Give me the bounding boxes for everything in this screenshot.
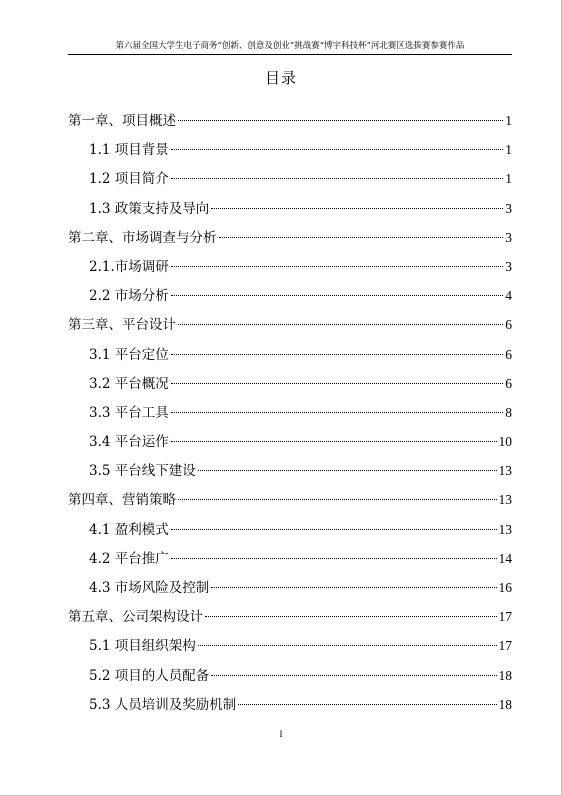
toc-dot-leader <box>171 383 503 384</box>
toc-dot-leader <box>171 354 503 355</box>
toc-chapter-entry[interactable] <box>68 602 512 631</box>
toc-entry-label: 1.3 政策支持及导向 <box>89 200 210 217</box>
toc-entry-label: 5.1 项目组织架构 <box>89 638 196 655</box>
toc-section-entry[interactable] <box>68 135 512 164</box>
toc-dot-leader <box>219 237 504 238</box>
toc-section-entry[interactable] <box>68 340 512 369</box>
toc-section-entry[interactable] <box>68 456 512 485</box>
toc-title: 目录 <box>264 69 297 87</box>
toc-entry-label: 3.4 平台运作 <box>89 434 169 451</box>
footer-page-number: I <box>279 729 283 739</box>
toc-dot-leader <box>205 616 497 617</box>
toc-entry-page-number: 3 <box>505 200 512 216</box>
toc-dot-leader <box>171 149 503 150</box>
toc-entry-page-number: 6 <box>505 317 512 333</box>
toc-section-entry[interactable] <box>68 194 512 223</box>
toc-entry-page-number: 17 <box>498 638 512 654</box>
toc-dot-leader <box>171 266 503 267</box>
toc-entry-page-number: 13 <box>498 492 512 508</box>
toc-dot-leader <box>171 412 503 413</box>
toc-section-entry[interactable] <box>68 631 512 660</box>
toc-dot-leader <box>198 645 497 646</box>
toc-entry-page-number: 3 <box>505 229 512 245</box>
toc-chapter-entry[interactable] <box>68 223 512 252</box>
toc-entry-page-number: 1 <box>505 113 512 128</box>
toc-entry-page-number: 13 <box>498 463 512 479</box>
toc-entry-page-number: 4 <box>505 288 512 304</box>
toc-section-entry[interactable] <box>68 252 512 281</box>
toc-dot-leader <box>211 587 496 588</box>
toc-section-entry[interactable] <box>68 690 512 719</box>
toc-dot-leader <box>178 324 503 325</box>
toc-dot-leader <box>211 675 496 676</box>
toc-entry-page-number: 13 <box>498 521 512 537</box>
toc-entry-label: 第一章、项目概述 <box>68 113 176 129</box>
toc-entry-page-number: 8 <box>505 404 512 420</box>
toc-entry-label: 2.2 市场分析 <box>89 288 169 305</box>
toc-section-entry[interactable] <box>68 164 512 193</box>
toc-dot-leader <box>198 470 497 471</box>
toc-entry-page-number: 6 <box>505 375 512 391</box>
toc-entry-page-number: 18 <box>498 696 512 712</box>
toc-section-entry[interactable] <box>68 398 512 427</box>
toc-entry-label: 第五章、公司架构设计 <box>68 609 203 626</box>
toc-dot-leader <box>238 704 496 705</box>
toc-section-entry[interactable] <box>68 544 512 573</box>
toc-chapter-entry[interactable] <box>68 310 512 339</box>
toc-chapter-entry[interactable] <box>68 485 512 514</box>
toc-entry-label: 5.3 人员培训及奖励机制 <box>89 696 237 713</box>
toc-entry-page-number: 3 <box>505 258 512 274</box>
running-header: 第六届全国大学生电子商务“创新、创意及创业”挑战赛“博宇科技杯”河北赛区选拔赛参赛作品 <box>68 40 512 55</box>
toc-entry-label: 第二章、市场调查与分析 <box>68 229 217 246</box>
toc-entry-label: 4.1 盈利模式 <box>89 521 169 538</box>
toc-entry-page-number: 14 <box>498 550 512 566</box>
toc-section-entry[interactable] <box>68 281 512 310</box>
toc-entry-label: 5.2 项目的人员配备 <box>89 667 210 684</box>
toc-dot-leader <box>171 529 497 530</box>
toc-entry-label: 4.3 市场风险及控制 <box>89 580 210 596</box>
toc-entry-page-number: 18 <box>498 667 512 683</box>
toc-entry-page-number: 6 <box>505 346 512 362</box>
toc-chapter-entry[interactable] <box>68 106 512 135</box>
toc-entry-label: 1.2 项目简介 <box>89 171 169 188</box>
toc-section-entry[interactable] <box>68 573 512 602</box>
toc-entry-label: 4.2 平台推广 <box>89 550 169 567</box>
toc-entry-label: 3.2 平台概况 <box>89 375 169 392</box>
toc-dot-leader <box>171 178 503 179</box>
toc-dot-leader <box>171 295 503 296</box>
toc-entry-label: 第三章、平台设计 <box>68 317 176 334</box>
toc-dot-leader <box>178 499 497 500</box>
toc-entry-page-number: 1 <box>505 142 512 158</box>
toc-dot-leader <box>178 120 503 121</box>
toc-dot-leader <box>171 441 497 442</box>
toc-section-entry[interactable] <box>68 427 512 456</box>
toc-entry-page-number: 10 <box>498 434 512 450</box>
toc-entry-label: 3.3 平台工具 <box>89 404 169 421</box>
toc-entry-label: 3.1 平台定位 <box>89 346 169 363</box>
toc-dot-leader <box>211 208 503 209</box>
toc-entry-page-number: 17 <box>498 609 512 625</box>
table-of-contents <box>68 106 512 719</box>
toc-entry-label: 3.5 平台线下建设 <box>89 463 196 480</box>
toc-entry-label: 1.1 项目背景 <box>89 142 169 159</box>
toc-entry-page-number: 16 <box>498 580 512 595</box>
toc-entry-page-number: 1 <box>505 171 512 187</box>
toc-section-entry[interactable] <box>68 515 512 544</box>
toc-section-entry[interactable] <box>68 661 512 690</box>
toc-entry-label: 第四章、营销策略 <box>68 492 176 509</box>
toc-section-entry[interactable] <box>68 369 512 398</box>
toc-dot-leader <box>171 558 497 559</box>
toc-entry-label: 2.1.市场调研 <box>89 258 169 275</box>
